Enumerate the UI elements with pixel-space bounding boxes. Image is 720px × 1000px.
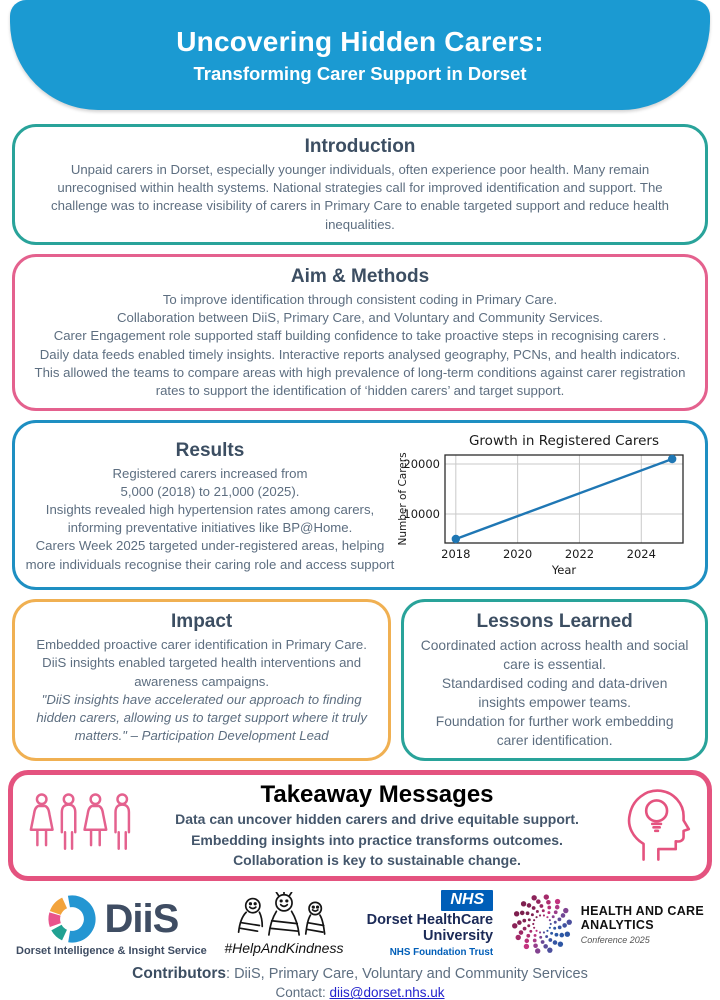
aim-line: Carer Engagement role supported staff building confidence to take proactive steps in recognising carers . xyxy=(53,328,667,344)
nhs-org-line3: NHS Foundation Trust xyxy=(389,947,494,959)
impact-quote: "DiiS insights have accelerated our approach to finding hidden carers, allowing us to target support where it truly matters." – Participation Development Lead xyxy=(36,691,367,744)
svg-text:20000: 20000 xyxy=(403,457,440,472)
diis-wordmark: DiiS xyxy=(104,896,179,941)
poster-subtitle: Transforming Carer Support in Dorset xyxy=(193,62,527,84)
growth-chart-container xyxy=(395,429,695,581)
contributors-label: Contributors xyxy=(132,965,227,983)
nhs-dorset-healthcare-logo xyxy=(361,890,493,958)
contributors-text: : DiiS, Primary Care, Voluntary and Community Services xyxy=(226,966,588,983)
help-and-kindness-label: #HelpAndKindness xyxy=(224,940,344,957)
results-text xyxy=(25,437,395,574)
diis-circle-icon xyxy=(44,891,100,947)
health-and-care-analytics-logo xyxy=(511,893,704,955)
takeaway-line: Data can uncover hidden carers and drive equitable support. xyxy=(175,811,579,828)
section-results xyxy=(12,420,708,590)
results-line: Insights revealed high hypertension rates among carers, xyxy=(45,501,375,517)
haca-dot-swirl-icon xyxy=(511,893,573,955)
lessons-line: Foundation for further work embedding carer identification. xyxy=(435,714,674,749)
lessons-line: Standardised coding and data-driven insights empower teams. xyxy=(441,676,668,711)
svg-text:Number of Carers: Number of Carers xyxy=(397,452,409,546)
haca-text xyxy=(581,904,704,945)
section-aim-methods xyxy=(12,254,708,411)
growth-in-registered-carers-chart xyxy=(395,429,695,581)
head-lightbulb-icon xyxy=(615,783,693,868)
aim-line: Daily data feeds enabled timely insights. Interactive reports analysed geography, PCNs, and health indicators. This allowed the teams to compare areas with high prevalence of long-term conditions against carer registration rates to support the identification of ‘hidden carers’ and target support. xyxy=(34,346,686,398)
help-and-kindness-logo xyxy=(224,892,343,956)
contact-email-link[interactable]: diis@dorset.nhs.uk xyxy=(329,985,445,1000)
svg-text:2020: 2020 xyxy=(502,547,533,562)
results-line: Registered carers increased from xyxy=(112,465,308,481)
impact-line: DiiS insights enabled targeted health interventions and awareness campaigns. xyxy=(42,655,362,689)
footer-logos xyxy=(16,887,704,961)
takeaway-heading: Takeaway Messages xyxy=(260,781,494,809)
section-takeaway-messages xyxy=(8,770,712,881)
haca-line1: HEALTH AND CARE xyxy=(580,903,704,918)
section-impact xyxy=(12,599,391,761)
nhs-icon: NHS xyxy=(441,890,493,911)
results-heading: Results xyxy=(175,439,245,461)
diis-logo xyxy=(16,891,207,957)
svg-text:2022: 2022 xyxy=(564,547,595,562)
haca-line2: ANALYTICS xyxy=(580,918,654,933)
contributors-line xyxy=(0,965,720,983)
diis-tagline: Dorset Intelligence & Insight Service xyxy=(16,945,207,958)
aim-methods-heading: Aim & Methods xyxy=(290,265,430,287)
help-and-kindness-sketch-icon xyxy=(232,892,336,942)
impact-lessons-row xyxy=(12,599,708,761)
introduction-body: Unpaid carers in Dorset, especially younger individuals, often experience poor health. Many remain unrecognised within health systems. National strategies call for improved identification and support. The challenge was to increase visibility of carers in Primary Care to enable targeted support and reduce health inequalities. xyxy=(51,162,669,232)
svg-text:Year: Year xyxy=(551,563,577,578)
results-line: Carers Week 2025 targeted under-registered areas, helping more individuals recognise their caring role and access support xyxy=(25,538,395,572)
nhs-org-line2: University xyxy=(422,928,494,945)
results-line: informing preventative initiatives like BP@Home. xyxy=(67,520,353,536)
lessons-heading: Lessons Learned xyxy=(476,611,633,633)
introduction-heading: Introduction xyxy=(304,136,416,157)
section-introduction xyxy=(12,124,708,245)
takeaway-line: Embedding insights into practice transforms outcomes. xyxy=(191,831,563,848)
aim-line: Collaboration between DiiS, Primary Care, and Voluntary and Community Services. xyxy=(117,310,603,326)
poster-header xyxy=(10,0,710,110)
svg-text:10000: 10000 xyxy=(403,507,440,522)
contact-label: Contact: xyxy=(275,985,330,1000)
carers-group-icon xyxy=(27,791,139,860)
svg-text:2024: 2024 xyxy=(626,547,656,562)
poster-title: Uncovering Hidden Carers: xyxy=(176,25,544,57)
contact-line xyxy=(0,985,720,1000)
haca-line3: Conference 2025 xyxy=(580,934,650,945)
aim-line: To improve identification through consistent coding in Primary Care. xyxy=(162,291,558,307)
takeaway-line: Collaboration is key to sustainable change. xyxy=(233,851,521,868)
lessons-line: Coordinated action across health and social care is essential. xyxy=(420,638,689,673)
svg-text:2018: 2018 xyxy=(441,547,471,562)
svg-text:Growth in Registered Carers: Growth in Registered Carers xyxy=(468,433,660,450)
results-line: 5,000 (2018) to 21,000 (2025). xyxy=(120,483,300,499)
takeaway-text xyxy=(147,781,607,870)
impact-heading: Impact xyxy=(171,611,233,633)
impact-line: Embedded proactive carer identification in Primary Care. xyxy=(36,637,367,653)
nhs-org-line1: Dorset HealthCare xyxy=(366,912,494,929)
section-lessons-learned xyxy=(401,599,708,761)
